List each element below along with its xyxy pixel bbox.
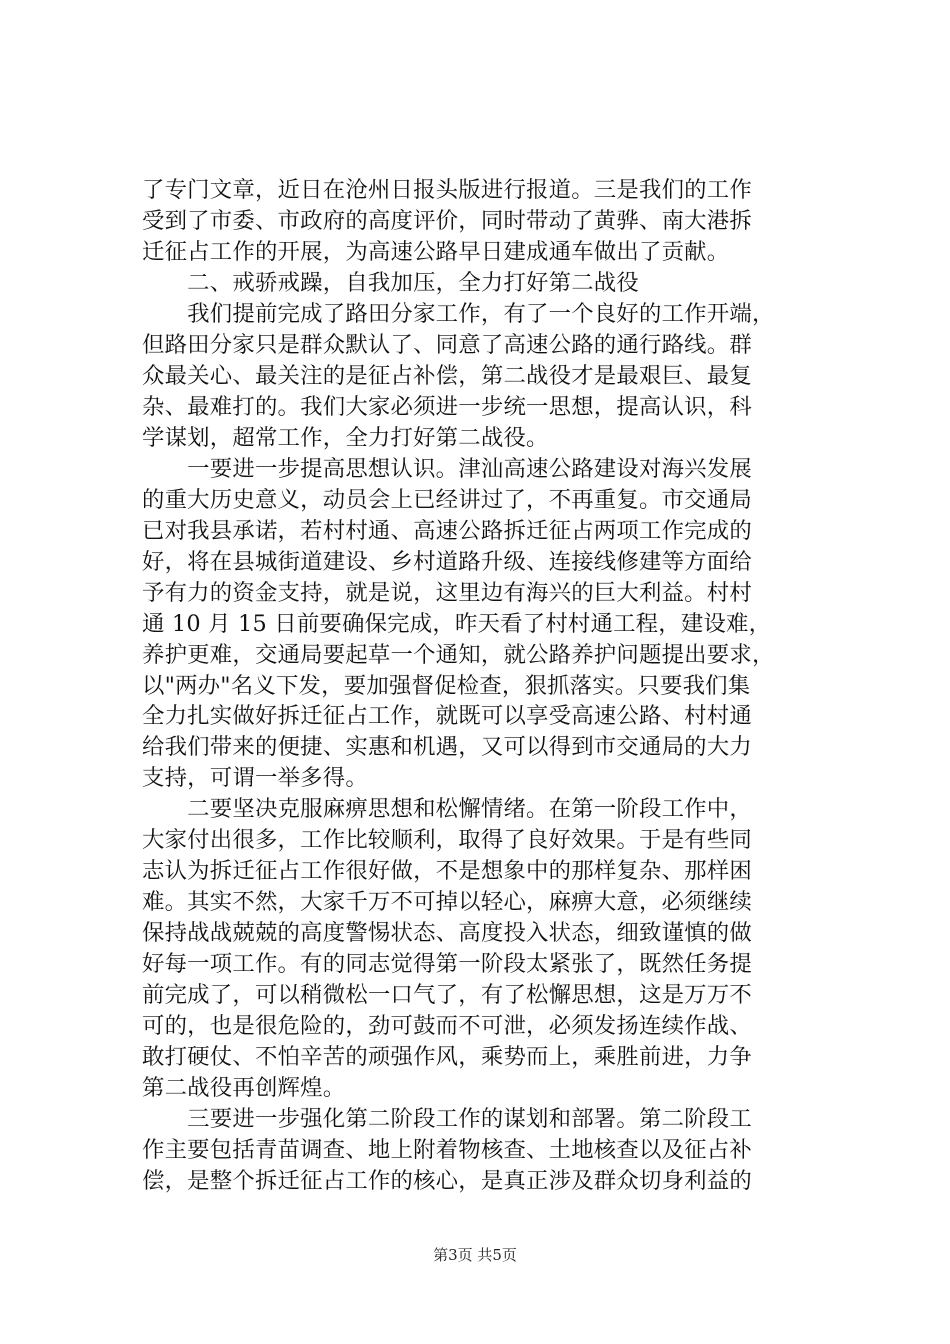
text-line: 大家付出很多，工作比较顺利，取得了良好效果。于是有些同 (142, 827, 752, 854)
text-line: 好每一项工作。有的同志觉得第一阶段太紧张了，既然任务提 (142, 951, 752, 978)
text-line: 予有力的资金支持，就是说，这里边有海兴的巨大利益。村村 (142, 579, 752, 606)
text-line: 二、戒骄戒躁，自我加压，全力打好第二战役 (142, 269, 639, 296)
text-line: 受到了市委、市政府的高度评价，同时带动了黄骅、南大港拆 (142, 207, 752, 234)
text-line: 偿，是整个拆迁征占工作的核心，是真正涉及群众切身利益的 (142, 1168, 752, 1194)
text-line: 已对我县承诺，若村村通、高速公路拆迁征占两项工作完成的 (142, 517, 752, 544)
text-line: 前完成了，可以稍微松一口气了，有了松懈思想，这是万万不 (142, 982, 752, 1009)
text-line: 好，将在县城街道建设、乡村道路升级、连接线修建等方面给 (142, 548, 752, 575)
text-line: 的重大历史意义，动员会上已经讲过了，不再重复。市交通局 (142, 486, 752, 513)
text-line: 作主要包括青苗调查、地上附着物核查、土地核查以及征占补 (142, 1137, 752, 1164)
text-line: 第二战役再创辉煌。 (142, 1075, 346, 1102)
text-line: 可的，也是很危险的，劲可鼓而不可泄，必须发扬连续作战、 (142, 1013, 752, 1040)
text-line: 三要进一步强化第二阶段工作的谋划和部署。第二阶段工 (142, 1106, 752, 1133)
page-footer: 第3页 共5页 (433, 1246, 517, 1264)
text-line: 以"两办"名义下发，要加强督促检查，狠抓落实。只要我们集 (142, 672, 751, 699)
text-line: 一要进一步提高思想认识。津汕高速公路建设对海兴发展 (142, 455, 752, 482)
text-line: 养护更难，交通局要起草一个通知，就公路养护问题提出要求， (142, 641, 775, 668)
text-line: 二要坚决克服麻痹思想和松懈情绪。在第一阶段工作中， (142, 796, 752, 823)
document-body (142, 175, 842, 1197)
text-line: 我们提前完成了路田分家工作，有了一个良好的工作开端， (142, 300, 775, 327)
text-line: 支持，可谓一举多得。 (142, 765, 368, 792)
text-line: 志认为拆迁征占工作很好做，不是想象中的那样复杂、那样困 (142, 858, 752, 885)
text-line: 但路田分家只是群众默认了、同意了高速公路的通行路线。群 (142, 331, 752, 358)
text-line: 全力扎实做好拆迁征占工作，就既可以享受高速公路、村村通 (142, 703, 752, 730)
text-line: 学谋划，超常工作，全力打好第二战役。 (142, 424, 549, 451)
text-line: 迁征占工作的开展，为高速公路早日建成通车做出了贡献。 (142, 238, 730, 265)
text-line: 难。其实不然，大家千万不可掉以轻心，麻痹大意，必须继续 (142, 889, 752, 916)
text-line: 给我们带来的便捷、实惠和机遇，又可以得到市交通局的大力 (142, 734, 752, 761)
text-line: 保持战战兢兢的高度警惕状态、高度投入状态，细致谨慎的做 (142, 920, 752, 947)
text-line: 杂、最难打的。我们大家必须进一步统一思想，提高认识，科 (142, 393, 752, 420)
text-line: 敢打硬仗、不怕辛苦的顽强作风，乘势而上，乘胜前进，力争 (142, 1044, 752, 1071)
text-line: 通 10 月 15 日前要确保完成，昨天看了村村通工程，建设难， (142, 610, 772, 637)
text-line: 了专门文章，近日在沧州日报头版进行报道。三是我们的工作 (142, 177, 752, 203)
text-line: 众最关心、最关注的是征占补偿，第二战役才是最艰巨、最复 (142, 362, 752, 389)
